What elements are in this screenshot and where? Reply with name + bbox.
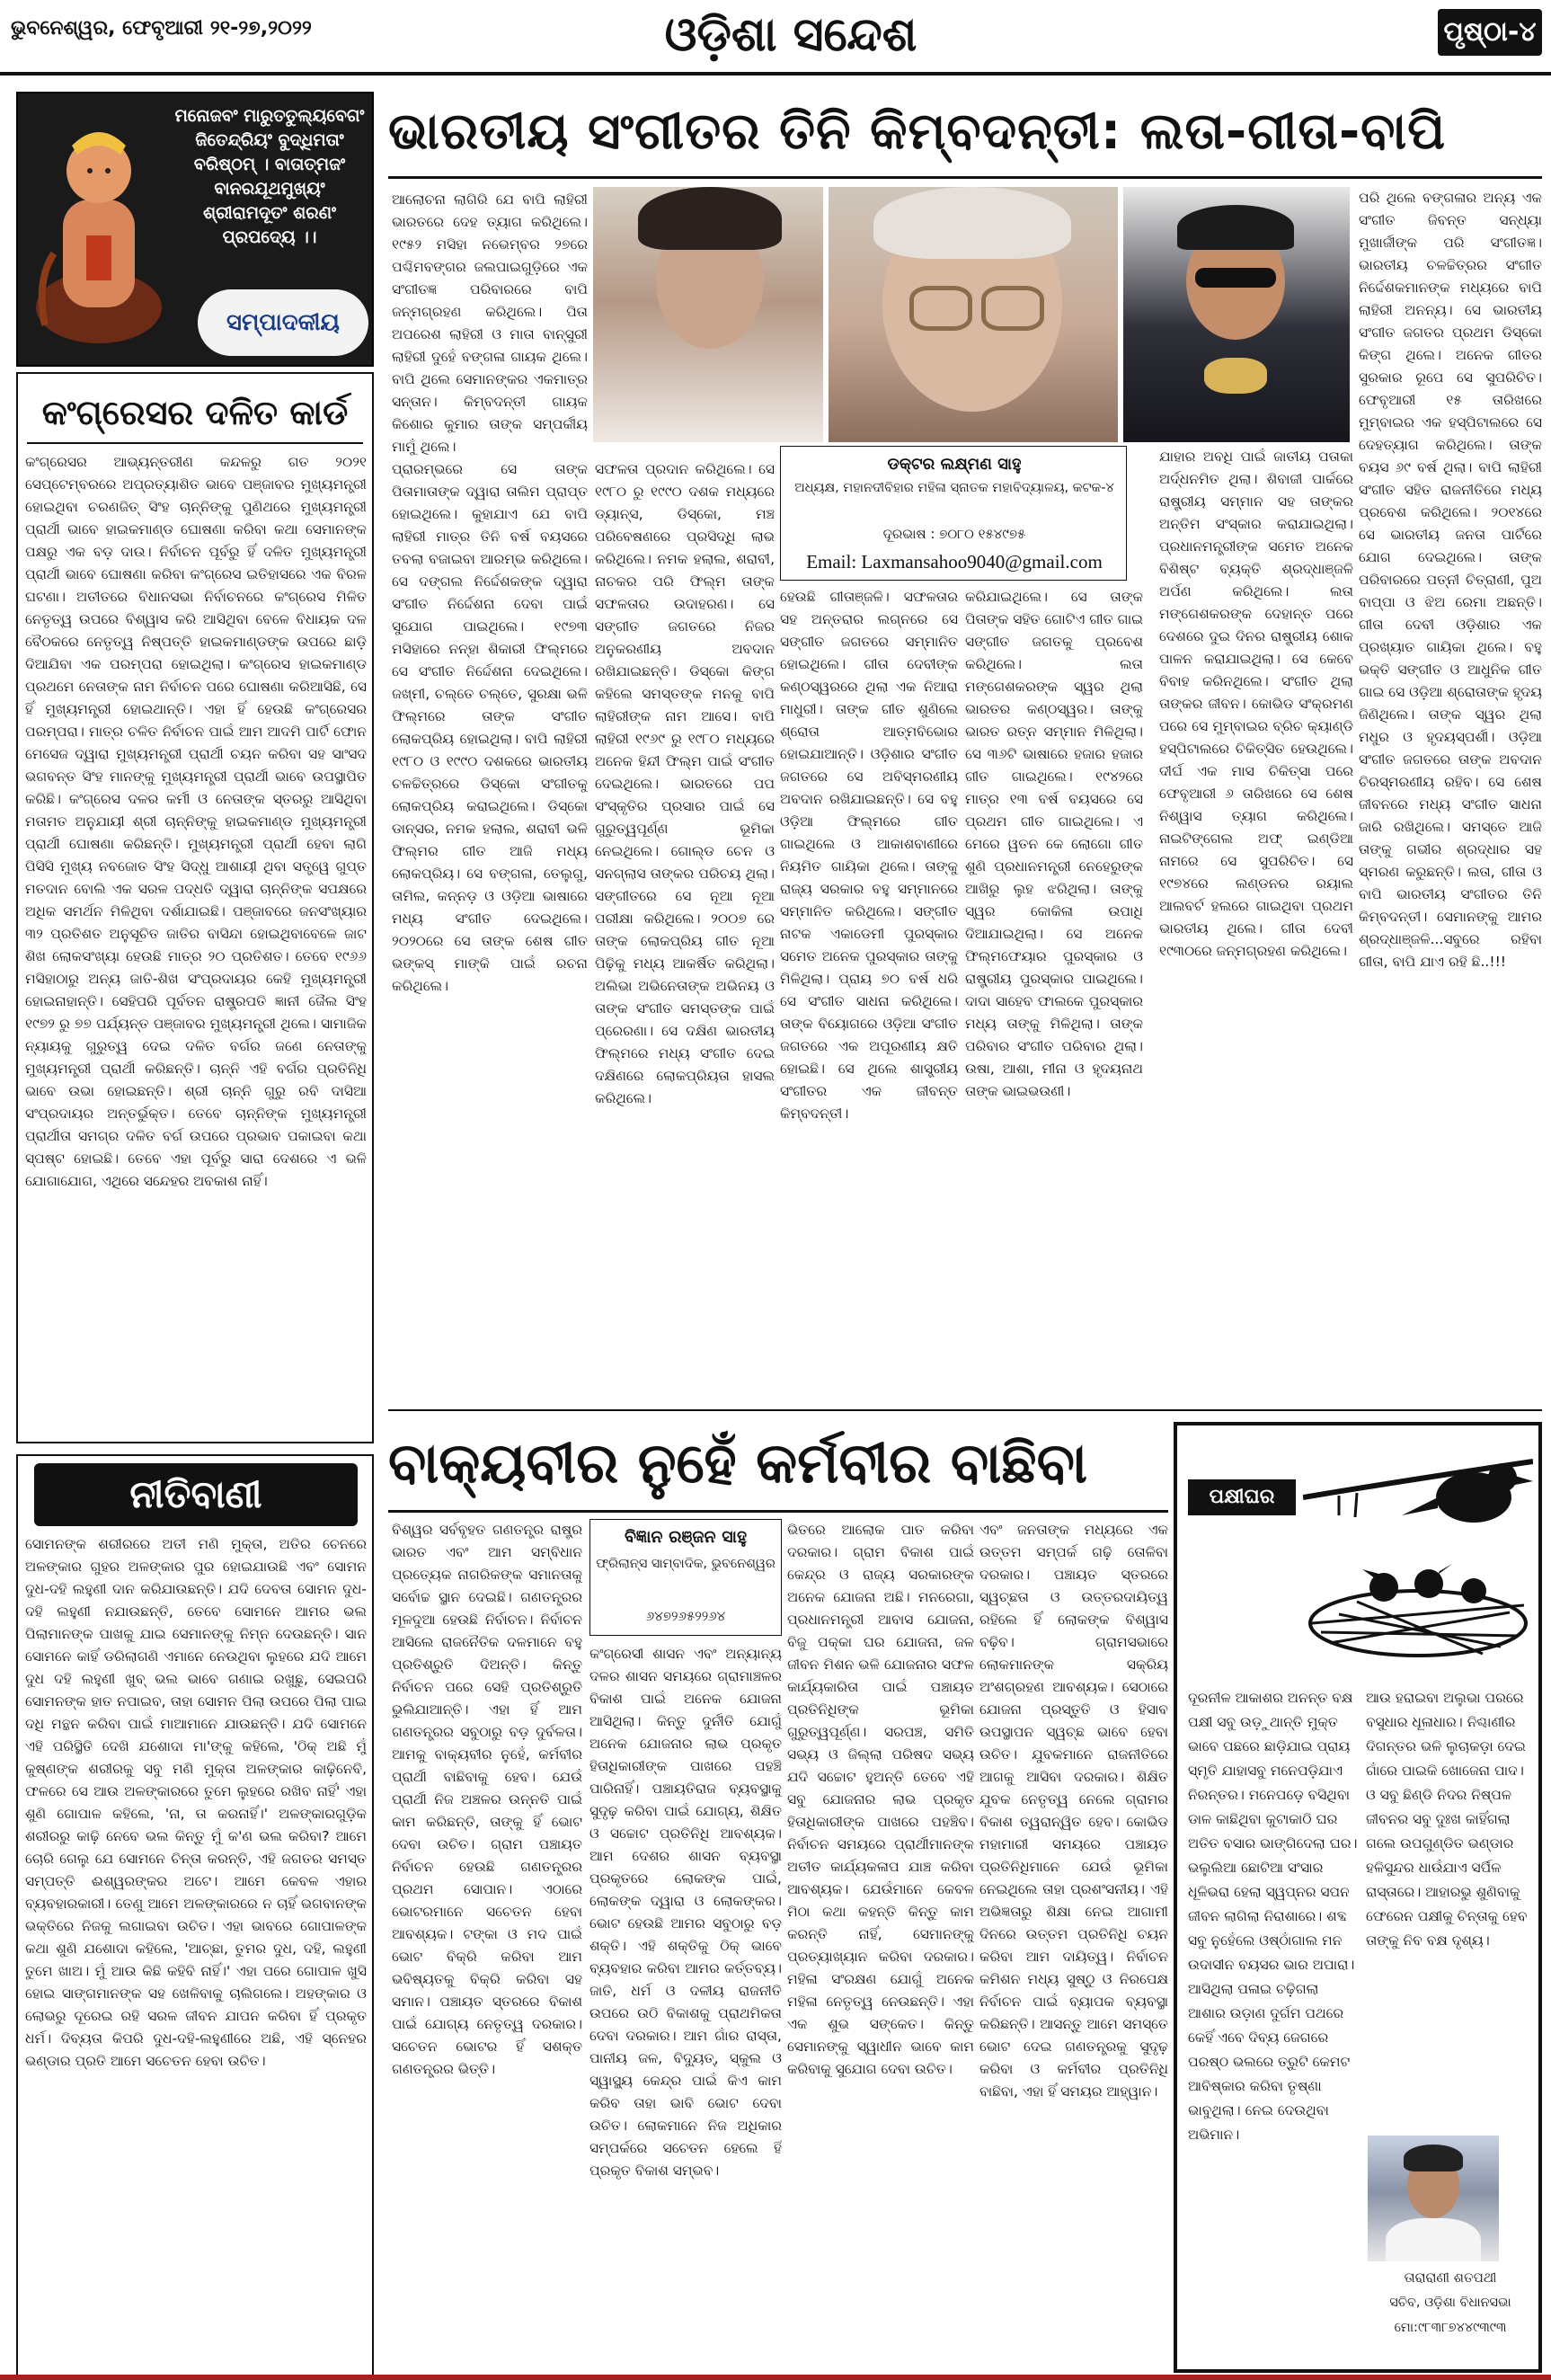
editorial-article — [16, 372, 374, 1443]
page-number-badge: ପୃଷ୍ଠା-୪ — [1438, 9, 1542, 56]
article2-author-designation: ଫ୍ରିଲାନ୍ସ ସାମ୍ବାଦିକ, ଭୁବନେଶ୍ୱର — [596, 1557, 776, 1571]
article1-author-designation: ଅଧ୍ୟକ୍ଷ, ମହାନଦୀବିହାର ମହିଳା ସ୍ନାତକ ମହାବିଦ୍ୟାଳୟ, କଟକ-୪ — [794, 481, 1114, 495]
poem-column: ଦୂରନୀଳ ଆକାଶର ଅନନ୍ତ ବକ୍ଷ ପକ୍ଷୀ ସବୁ ଉଡ଼ୁଥାନ୍ତି ମୁକ୍ତ ଭାବେ ପଛରେ ଛାଡ଼ିଯାଇ ପ୍ରାୟ ସ୍ମୃତି ଯାହାସବୁ ମନେପଡ଼ିଯାଏ ନିରନ୍ତର। ମନେପଡ଼େ ବସିଥିବା ଡାଳ କାଛିଥିବା କୁଟାକାଠି ଘର ଅତିତ ବସାର ଭାଙ୍ଗିଦେଲା ଘର। ଭଲୁଲିଆ ଛୋଟିଆ ସଂସାର ଧୂଳିଭରା ହେଲା ସ୍ୱପ୍ନର ସପନ ଜୀବନ ଲାଗିଲା ନିରାଶାରେ। ଶବ୍ଦ ସବୁ ନୁହେଁଲେ ଓଷ୍ଠାଁଗାଲ ମନ ଉଦାସୀନ ବୟସର ଭାର ଅପାରା। ଆସିଥିଲା ପଳାଇ ଚଢ଼ିଗଲା ଆଶାର ଉଡ଼ାଣ ଦୁର୍ଗମ ପଥରେ କେହିଁ ଏବେ ଦିବ୍ୟ ଜେଗରେ ପରଷ୍ଠ ଭଲରେ ତ୍ରୁଟି କେମଟ ଆବିଷ୍କାର କରିବା ତୃଷ୍ଣା ଭାବୁଥିଲା। ନେଇ ଦେଉଥିବା ଅଭିମାନ। — [1188, 1690, 1358, 2143]
poem-title: ପକ୍ଷୀଘର — [1188, 1479, 1296, 1515]
nitibani-article — [16, 1454, 374, 2378]
masthead-title: ଓଡ଼ିଶା ସନ୍ଦେଶ — [664, 8, 917, 62]
poet-phone: ମୋ:୯୮୩୮୭୪୪୯୩୯୩ — [1394, 2321, 1507, 2335]
article1-column: ହେଉଛି ଗୀତାଞ୍ଜଳି। ସଫଳତାର ସହ ଅନ୍ତରାର ଲଗ୍ନରେ ସେ ସଙ୍ଗୀତ ଜଗତରେ ସମ୍ମାନିତ ହୋଇଥିଲେ। ଗୀତା ଦେବୀଙ୍କ କଣ୍ଠସ୍ୱରରେ ଥିଲା ଏକ ନିଆରା ମାଧୁରୀ। ତାଙ୍କ ଗୀତ ଶୁଣିଲେ ଶ୍ରୋତା ଆତ୍ମବିଭୋର ହୋଇଯାଆନ୍ତି। ଓଡ଼ିଶାର ସଂଗୀତ ଜଗତରେ ସେ ଅବିସ୍ମରଣୀୟ ଅବଦାନ ରଖିଯାଇଛନ୍ତି। ସେ ବହୁ ଓଡ଼ିଆ ଫିଲ୍ମରେ ଗୀତ ଗାଇଥିଲେ ଓ ଆକାଶବାଣୀରେ ନିୟମିତ ଗାୟିକା ଥିଲେ। ତାଙ୍କୁ ରାଜ୍ୟ ସରକାର ବହୁ ସମ୍ମାନରେ ସମ୍ମାନିତ କରିଥିଲେ। ସଙ୍ଗୀତ ନାଟକ ଏକାଡେମୀ ପୁରସ୍କାର ସମେତ ଅନେକ ପୁରସ୍କାର ତାଙ୍କୁ ମିଳିଥିଲା। ପ୍ରାୟ ୭୦ ବର୍ଷ ଧରି ସେ ସଂଗୀତ ସାଧନା କରିଥିଲେ। ତାଙ୍କ ବିୟୋଗରେ ଓଡ଼ିଆ ସଂଗୀତ ଜଗତରେ ଏକ ଅପୂରଣୀୟ କ୍ଷତି ହୋଇଛି। ସେ ଥିଲେ ଶାସ୍ତ୍ରୀୟ ସଂଗୀତର ଏକ ଜୀବନ୍ତ କିମ୍ବଦନ୍ତୀ। — [780, 589, 958, 1122]
devotional-box — [16, 92, 374, 367]
poet-designation: ସଚିବ, ଓଡ଼ିଶା ବିଧାନସଭା — [1389, 2296, 1511, 2310]
bottom-rule — [0, 2375, 1551, 2380]
article1-author-box — [780, 446, 1127, 581]
top-rule — [0, 72, 1551, 75]
bappi-photo — [1123, 187, 1350, 442]
article2-headline: ବାକ୍ୟବୀର ନୁହେଁ କର୍ମବୀର ବାଛିବା — [388, 1430, 1088, 1496]
poem-column: ଆଉ ହରାଇବା ଅଲୁଭା ପରରେ ବସୁଧାର ଧୂଳାଧାର। ନିଶ୍ଚାଣୀର ଦିଗନ୍ତର ଭଳି ଲୁଚାକଡ଼ା ଦେଇ ଗାଁରେ ପାଇକି ଖୋଜେନା ପାଦ। ଓ ସବୁ ଛିଣ୍ଡି ନିଦର ନିଷ୍ପଳ ଜୀବନର ସବୁ ଦୁଃଖ କାହିଁଗଲା ଗଲେ ଉପଗୁଣ୍ଡିତ ଭଣ୍ଡାର ହଳିସୁନ୍ଦର ଧାଉଁଯାଏ ସର୍ପିଳ ରାସ୍ତାରେ। ଆହାରଭୁ ଶୁଣିବାକୁ ଫେରେନ ପକ୍ଷୀକୁ ଚିନ୍ତାକୁ ହେବ ତାଙ୍କୁ ନିବ ବକ୍ଷ ଦୃଶ୍ୟ। — [1366, 1690, 1528, 1949]
article2-column: କଂଗ୍ରେସୀ ଶାସନ ଏବଂ ଅନ୍ୟାନ୍ୟ ଦଳର ଶାସନ ସମୟରେ ଗ୍ରାମାଞ୍ଚଳର ବିକାଶ ପାଇଁ ଅନେକ ଯୋଜନା ଆସିଥିଲା। କିନ୍ତୁ ଦୁର୍ନୀତି ଯୋଗୁଁ ଅନେକ ଯୋଜନାର ଲାଭ ପ୍ରକୃତ ହିତାଧିକାରୀଙ୍କ ପାଖରେ ପହଞ୍ଚି ପାରିନାହିଁ। ପଞ୍ଚାୟତିରାଜ ବ୍ୟବସ୍ଥାକୁ ସୁଦୃଢ଼ କରିବା ପାଇଁ ଯୋଗ୍ୟ, ଶିକ୍ଷିତ ଓ ସଚ୍ଚୋଟ ପ୍ରତିନିଧି ଆବଶ୍ୟକ। ଆମ ଦେଶର ଶାସନ ବ୍ୟବସ୍ଥା ପ୍ରକୃତରେ ଲୋକଙ୍କ ପାଇଁ, ଲୋକଙ୍କ ଦ୍ୱାରା ଓ ଲୋକଙ୍କର। ଭୋଟ ହେଉଛି ଆମର ସବୁଠାରୁ ବଡ଼ ଶକ୍ତି। ଏହି ଶକ୍ତିକୁ ଠିକ୍ ଭାବେ ବ୍ୟବହାର କରିବା ଆମର କର୍ତ୍ତବ୍ୟ। ଜାତି, ଧର୍ମ ଓ ଦଳୀୟ ରାଜନୀତି ଉପରେ ଉଠି ବିକାଶକୁ ପ୍ରାଥମିକତା ଦେବା ଦରକାର। ଆମ ଗାଁର ରାସ୍ତା, ପାନୀୟ ଜଳ, ବିଦ୍ୟୁତ୍, ସ୍କୁଲ ଓ ସ୍ୱାସ୍ଥ୍ୟ କେନ୍ଦ୍ର ପାଇଁ କିଏ କାମ କରିବ ତାହା ଭାବି ଭୋଟ ଦେବା ଉଚିତ। ଲୋକମାନେ ନିଜ ଅଧିକାର ସମ୍ପର୍କରେ ସଚେତନ ହେଲେ ହିଁ ପ୍ରକୃତ ବିକାଶ ସମ୍ଭବ। — [589, 1646, 782, 2179]
article1-author-email[interactable]: Email: Laxmansahoo9040@gmail.com — [806, 551, 1103, 573]
article1-column: କରିଯାଇଥିଲେ। ସେ ତାଙ୍କ ପିତାଙ୍କ ସହିତ ଗୋଟିଏ ଗୀତ ଗାଇ ସଙ୍ଗୀତ ଜଗତକୁ ପ୍ରବେଶ କରିଥିଲେ। ଲତା ମଙ୍ଗେଶକରଙ୍କ ସ୍ୱର ଥିଲା ଭାରତର କଣ୍ଠସ୍ୱର। ତାଙ୍କୁ ଭାରତ ରତ୍ନ ସମ୍ମାନ ମିଳିଥିଲା। ସେ ୩୬ଟି ଭାଷାରେ ହଜାର ହଜାର ଗୀତ ଗାଇଥିଲେ। ୧୯୪୨ରେ ମାତ୍ର ୧୩ ବର୍ଷ ବୟସରେ ସେ ପ୍ରଥମ ଗୀତ ଗାଇଥିଲେ। ଏ ମେରେ ୱତନ କେ ଲୋଗୋ ଗୀତ ଶୁଣି ପ୍ରଧାନମନ୍ତ୍ରୀ ନେହେରୁଙ୍କ ଆଖିରୁ ଲୁହ ଝରିଥିଲା। ତାଙ୍କୁ ସ୍ୱର କୋକିଳା ଉପାଧି ଦିଆଯାଇଥିଲା। ସେ ଅନେକ ଫିଲ୍ମଫେୟାର ପୁରସ୍କାର ଓ ରାଷ୍ଟ୍ରୀୟ ପୁରସ୍କାର ପାଇଥିଲେ। ଦାଦା ସାହେବ ଫାଲକେ ପୁରସ୍କାର ମଧ୍ୟ ତାଙ୍କୁ ମିଳିଥିଲା। ତାଙ୍କ ପରିବାର ସଂଗୀତ ପରିବାର ଥିଲା। ଉଷା, ଆଶା, ମୀନା ଓ ହୃଦୟନାଥ ତାଙ୍କ ଭାଇଭଉଣୀ। — [965, 589, 1143, 1099]
article1-author-name: ଡକ୍ଟର ଲକ୍ଷ୍ମଣ ସାହୁ — [887, 455, 1022, 474]
section-rule — [388, 1409, 1542, 1411]
lata-photo — [593, 187, 823, 442]
headline-rule — [388, 1510, 1168, 1513]
nitibani-title: ନୀତିବାଣୀ — [34, 1463, 358, 1526]
poet-photo — [1368, 2136, 1499, 2261]
poet-name: ତାରାରାଣୀ ଶତପଥୀ — [1404, 2269, 1497, 2286]
hanuman-illustration — [27, 101, 171, 361]
headline-rule — [388, 176, 1542, 179]
editorial-body: କଂଗ୍ରେସର ଆଭ୍ୟନ୍ତରୀଣ କନ୍ଦଳରୁ ଗତ ୨୦୨୧ ସେପ୍ଟେମ୍ବରରେ ଅପ୍ରତ୍ୟାଶିତ ଭାବେ ପଞ୍ଜାବର ମୁଖ୍ୟମନ୍ତ୍ରୀ ହୋଇଥିବା ଚରଣଜିତ୍ ସିଂହ ଚାନ୍ନିଙ୍କୁ ପୁଣିଥରେ ମୁଖ୍ୟମନ୍ତ୍ରୀ ପ୍ରାର୍ଥୀ ଭାବେ ହାଇକମାଣ୍ଡ ଘୋଷଣା କରିବା କଥା ସେମାନଙ୍କ ପକ୍ଷରୁ ଏକ ବଡ଼ ଦାଉ। ନିର୍ବାଚନ ପୂର୍ବରୁ ହିଁ ଦଳିତ ମୁଖ୍ୟମନ୍ତ୍ରୀ ପ୍ରାର୍ଥୀ ଭାବେ ଘୋଷଣା କରିବା କଂଗ୍ରେସ ଇତିହାସରେ ଏକ ବିରଳ ଘଟଣା। ଅତୀତରେ ବିଧାନସଭା ନିର୍ବାଚନରେ କଂଗ୍ରେସ ମିଳିତ ନେତୃତ୍ୱ ଉପରେ ବିଶ୍ୱାସ କରି ଆସିଥିବା ବେଳେ ବିଧାୟକ ଦଳ ବୈଠକରେ ନେତୃତ୍ୱ ନିଷ୍ପତ୍ତି ହାଇକମାଣ୍ଡଙ୍କ ଉପରେ ଛାଡ଼ି ଦିଆଯିବା ଏକ ପରମ୍ପରା ହୋଇଥିଲା। କଂଗ୍ରେସ ହାଇକମାଣ୍ଡ ପ୍ରଥମେ ନେତାଙ୍କ ନାମ ନିର୍ବାଚନ ପରେ ଘୋଷଣା କରିଆସିଛି, ସେ ହିଁ ମୁଖ୍ୟମନ୍ତ୍ରୀ ହୋଇଥାନ୍ତି। ଏହା ହିଁ ହେଉଛି କଂଗ୍ରେସର ପରମ୍ପରା। ମାତ୍ର ଚଳିତ ନିର୍ବାଚନ ପାଇଁ ଆମ ଆଦମି ପାର୍ଟି ଫୋନ ମେସେଜ ଦ୍ୱାରା ମୁଖ୍ୟମନ୍ତ୍ରୀ ପ୍ରାର୍ଥୀ ଚୟନ କରିବା ସହ ସାଂସଦ ଭଗବନ୍ତ ସିଂହ ମାନଙ୍କୁ ମୁଖ୍ୟମନ୍ତ୍ରୀ ପ୍ରାର୍ଥୀ ଭାବେ ଉପସ୍ଥାପିତ କରିଛି। କଂଗ୍ରେସ ଦଳର କର୍ମୀ ଓ ନେତାଙ୍କ ସ୍ତରରୁ ଆସିଥିବା ମତାମତ ଅନୁଯାୟୀ ଶ୍ରୀ ଚାନ୍ନିଙ୍କୁ ହାଇକମାଣ୍ଡ ମୁଖ୍ୟମନ୍ତ୍ରୀ ପ୍ରାର୍ଥୀ ଘୋଷଣା କରିଛନ୍ତି। ମୁଖ୍ୟମନ୍ତ୍ରୀ ପ୍ରାର୍ଥୀ ହେବା ଲାଗି ପିସିସି ମୁଖ୍ୟ ନବଜୋତ ସିଂହ ସିଦ୍ଧୁ ଆଶାୟୀ ଥିବା ସତ୍ତ୍ୱେ ଗୁପ୍ତ ମତଦାନ ବୋଲି ଏକ ସରଳ ପଦ୍ଧତି ଦ୍ୱାରା ଚାନ୍ନିଙ୍କ ସପକ୍ଷରେ ଅଧିକ ସମର୍ଥନ ମିଳିଥିବା ଦର୍ଶାଯାଇଛି। ପଞ୍ଜାବରେ ଜନସଂଖ୍ୟାର ୩୨ ପ୍ରତିଶତ ଅନୁସୂଚିତ ଜାତିର ବାସିନ୍ଦା ହୋଇଥିବାବେଳେ ଜାଟ ଶିଖ ଲୋକସଂଖ୍ୟା ହେଉଛି ମାତ୍ର ୨୦ ପ୍ରତିଶତ। ତେବେ ୧୯୬୬ ମସିହାଠାରୁ ଅନ୍ୟ ଜାତି-ଶିଖ ସଂପ୍ରଦାୟର କେହି ମୁଖ୍ୟମନ୍ତ୍ରୀ ହୋଇନାହାନ୍ତି। ସେହିପରି ପୂର୍ବତନ ରାଷ୍ଟ୍ରପତି ଜ୍ଞାନୀ ଜୈଲ ସିଂହ ୧୯୭୨ ରୁ ୭୭ ପର୍ଯ୍ୟନ୍ତ ପଞ୍ଜାବର ମୁଖ୍ୟମନ୍ତ୍ରୀ ଥିଲେ। ସାମାଜିକ ନ୍ୟାୟକୁ ଗୁରୁତ୍ୱ ଦେଇ ଦଳିତ ବର୍ଗର ଜଣେ ନେତାଙ୍କୁ ମୁଖ୍ୟମନ୍ତ୍ରୀ ପ୍ରାର୍ଥୀ କରିଛନ୍ତି। ଚାନ୍ନି ଏହି ବର୍ଗର ପ୍ରତିନିଧି ଭାବେ ଉଭା ହୋଇଛନ୍ତି। ଶ୍ରୀ ଚାନ୍ନି ଗୁରୁ ରବି ଦାସିଆ ସଂପ୍ରଦାୟର ଅନ୍ତର୍ଭୁକ୍ତ। ତେବେ ଚାନ୍ନିଙ୍କ ମୁଖ୍ୟମନ୍ତ୍ରୀ ପ୍ରାର୍ଥୀତା ସମଗ୍ର ଦଳିତ ବର୍ଗ ଉପରେ ପ୍ରଭାବ ପକାଇବା କଥା ସ୍ପଷ୍ଟ ହୋଇଛି। ତେବେ ଏହା ପୂର୍ବରୁ ସାରା ଦେଶରେ ଏ ଭଳି ଯୋଗାଯୋଗ, ଏଥିରେ ସନ୍ଦେହର ଅବକାଶ ନାହିଁ। — [25, 454, 367, 1189]
editorial-logo — [198, 289, 368, 356]
article2-author-phone: ୬୪୭୨୬୫୨୨୬୪ — [645, 1608, 726, 1624]
article2-column: ଭିତରେ ଆଲୋକ ପାତ କରିବା ଦରକାର। ଗ୍ରାମ ବିକାଶ ପାଇଁ କେନ୍ଦ୍ର ଓ ରାଜ୍ୟ ସରକାରଙ୍କ ଅନେକ ଯୋଜନା ଅଛି। ମନରେଗା, ପ୍ରଧାନମନ୍ତ୍ରୀ ଆବାସ ଯୋଜନା, ବିଜୁ ପକ୍କା ଘର ଯୋଜନା, ଜଳ ଜୀବନ ମିଶନ ଭଳି ଯୋଜନାର ସଫଳ କାର୍ଯ୍ୟକାରିତା ପାଇଁ ପଞ୍ଚାୟତ ପ୍ରତିନିଧିଙ୍କ ଭୂମିକା ଗୁରୁତ୍ୱପୂର୍ଣ୍ଣ। ସରପଞ୍ଚ, ସମିତି ସଭ୍ୟ ଓ ଜିଲ୍ଲା ପରିଷଦ ସଭ୍ୟ ଯଦି ସଚ୍ଚୋଟ ହୁଅନ୍ତି ତେବେ ଏହି ସବୁ ଯୋଜନାର ଲାଭ ପ୍ରକୃତ ହିତାଧିକାରୀଙ୍କ ପାଖରେ ପହଞ୍ଚିବ। ନିର୍ବାଚନ ସମୟରେ ପ୍ରାର୍ଥୀମାନଙ୍କ ଅତୀତ କାର୍ଯ୍ୟକଳାପ ଯାଞ୍ଚ କରିବା ଆବଶ୍ୟକ। ଯେଉଁମାନେ କେବଳ ମିଠା କଥା କହନ୍ତି କିନ୍ତୁ କାମ କରନ୍ତି ନାହିଁ, ସେମାନଙ୍କୁ ପ୍ରତ୍ୟାଖ୍ୟାନ କରିବା ଦରକାର। ମହିଳା ସଂରକ୍ଷଣ ଯୋଗୁଁ ଅନେକ ମହିଳା ନେତୃତ୍ୱ ନେଉଛନ୍ତି। ଏହା ଏକ ଶୁଭ ସଙ୍କେତ। କିନ୍ତୁ ସେମାନଙ୍କୁ ସ୍ୱାଧୀନ ଭାବେ କାମ କରିବାକୁ ସୁଯୋଗ ଦେବା ଉଚିତ। — [787, 1522, 974, 2077]
bird-nest-illustration — [1303, 1443, 1533, 1668]
article2-column: ବିଶ୍ୱର ସର୍ବବୃହତ ଗଣତନ୍ତ୍ର ରାଷ୍ଟ୍ର ଭାରତ ଏବଂ ଆମ ସମ୍ବିଧାନ ପ୍ରତ୍ୟେକ ନାଗରିକଙ୍କ ସମାନତାକୁ ସର୍ବୋଚ୍ଚ ସ୍ଥାନ ଦେଇଛି। ଗଣତନ୍ତ୍ରର ମୂଳଦୁଆ ହେଉଛି ନିର୍ବାଚନ। ନିର୍ବାଚନ ଆସିଲେ ରାଜନୈତିକ ଦଳମାନେ ବହୁ ପ୍ରତିଶ୍ରୁତି ଦିଅନ୍ତି। କିନ୍ତୁ ନିର୍ବାଚନ ପରେ ସେହି ପ୍ରତିଶ୍ରୁତି ଭୁଲିଯାଆନ୍ତି। ଏହା ହିଁ ଆମ ଗଣତନ୍ତ୍ରର ସବୁଠାରୁ ବଡ଼ ଦୁର୍ବଳତା। ଆମକୁ ବାକ୍ୟବୀର ନୁହେଁ, କର୍ମବୀର ପ୍ରାର୍ଥୀ ବାଛିବାକୁ ହେବ। ଯେଉଁ ପ୍ରାର୍ଥୀ ନିଜ ଅଞ୍ଚଳର ଉନ୍ନତି ପାଇଁ କାମ କରିଛନ୍ତି, ତାଙ୍କୁ ହିଁ ଭୋଟ ଦେବା ଉଚିତ। ଗ୍ରାମ ପଞ୍ଚାୟତ ନିର୍ବାଚନ ହେଉଛି ଗଣତନ୍ତ୍ରର ପ୍ରଥମ ସୋପାନ। ଏଠାରେ ଭୋଟରମାନେ ସଚେତନ ହେବା ଆବଶ୍ୟକ। ଟଙ୍କା ଓ ମଦ ପାଇଁ ଭୋଟ ବିକ୍ରି କରିବା ଆମ ଭବିଷ୍ୟତକୁ ବିକ୍ରି କରିବା ସହ ସମାନ। ପଞ୍ଚାୟତ ସ୍ତରରେ ବିକାଶ ପାଇଁ ଯୋଗ୍ୟ ନେତୃତ୍ୱ ଦରକାର। ସଚେତନ ଭୋଟର ହିଁ ସଶକ୍ତ ଗଣତନ୍ତ୍ରର ଭିତ୍ତି। — [392, 1522, 582, 2077]
poem-box — [1174, 1422, 1542, 2373]
article1-column: ସଫଳତା ପ୍ରଦାନ କରିଥିଲେ। ସେ ୧୯୮୦ ରୁ ୧୯୯୦ ଦଶକ ମଧ୍ୟରେ ଡ୍ୟାନ୍ସ, ଡିସ୍କୋ, ମଞ୍ଚ ପରିବେଷଣରେ ପ୍ରସିଦ୍ଧି ଲାଭ କରିଥିଲେ। ନମକ ହଲାଲ, ଶରାବୀ, ନାଚକର ପରି ଫିଲ୍ମ ତାଙ୍କ ସଫଳତାର ଉଦାହରଣ। ସେ ସଙ୍ଗୀତ ଜଗତରେ ନିଜର ଅନୁକରଣୀୟ ଅବଦାନ ରଖିଯାଇଛନ୍ତି। ଡିସ୍କୋ କିଙ୍ଗ କହିଲେ ସମସ୍ତଙ୍କ ମନକୁ ବାପି ଲାହିରୀଙ୍କ ନାମ ଆସେ। ବାପି ଲାହିରୀ ୧୯୬୯ ରୁ ୧୯୮୦ ମଧ୍ୟରେ ଅନେକ ହିନ୍ଦୀ ଫିଲ୍ମ ପାଇଁ ସଂଗୀତ ଦେଇଥିଲେ। ଭାରତରେ ପପ ସଂସ୍କୃତିର ପ୍ରସାର ପାଇଁ ସେ ଗୁରୁତ୍ୱପୂର୍ଣ୍ଣ ଭୂମିକା ନେଇଥିଲେ। ଗୋଲ୍ଡ ଚେନ ଓ ସନଗ୍ଲାସ ତାଙ୍କର ପରିଚୟ ଥିଲା। ସଙ୍ଗୀତରେ ସେ ନୂଆ ନୂଆ ପରୀକ୍ଷା କରିଥିଲେ। ୨୦୦୭ ରେ ତାଙ୍କ ଲୋକପ୍ରିୟ ଗୀତ ନୂଆ ପିଢ଼ିକୁ ମଧ୍ୟ ଆକର୍ଷିତ କରିଥିଲା। ଅଲିଭା ଅଭିନେତାଙ୍କ ଅଭିନୟ ଓ ତାଙ୍କ ସଂଗୀତ ସମସ୍ତଙ୍କ ପାଇଁ ପ୍ରେରଣା। ସେ ଦକ୍ଷିଣ ଭାରତୀୟ ଫିଲ୍ମରେ ମଧ୍ୟ ସଂଗୀତ ଦେଇ ଦକ୍ଷିଣରେ ଲୋକପ୍ରିୟତା ହାସଲ କରିଥିଲେ। — [595, 461, 775, 1106]
article2-author-box — [589, 1519, 782, 1636]
editorial-title: କଂଗ୍ରେସର ଦଳିତ କାର୍ଡ — [27, 381, 363, 444]
article1-column: ପ୍ରାରମ୍ଭରେ ସେ ତାଙ୍କ ପିତାମାତାଙ୍କ ଦ୍ୱାରା ତାଲିମ ପ୍ରାପ୍ତ ହୋଇଥିଲେ। କୁହାଯାଏ ଯେ ବାପି ଲାହିରୀ ମାତ୍ର ତିନି ବର୍ଷ ବୟସରେ ତବଲା ବଜାଇବା ଆରମ୍ଭ କରିଥିଲେ। ସେ ଦଙ୍ଗଲ ନିର୍ଦ୍ଦେଶକଙ୍କ ଦ୍ୱାରା ସଂଗୀତ ନିର୍ଦ୍ଦେଶନା ଦେବା ପାଇଁ ସୁଯୋଗ ପାଇଥିଲେ। ୧୯୭୩ ମସିହାରେ ନନ୍ହା ଶିକାରୀ ଫିଲ୍ମରେ ସେ ସଂଗୀତ ନିର୍ଦ୍ଦେଶନା ଦେଇଥିଲେ। ଜଖ୍ମୀ, ଚଲ୍ତେ ଚଲ୍ତେ, ସୁରକ୍ଷା ଭଳି ଫିଲ୍ମରେ ତାଙ୍କ ସଂଗୀତ ଲୋକପ୍ରିୟ ହୋଇଥିଲା। ବାପି ଲାହିରୀ ୧୯୮୦ ଓ ୧୯୯୦ ଦଶକରେ ଭାରତୀୟ ଚଳଚ୍ଚିତ୍ରରେ ଡିସ୍କୋ ସଂଗୀତକୁ ଲୋକପ୍ରିୟ କରାଇଥିଲେ। ଡିସ୍କୋ ଡାନ୍ସର, ନମକ ହଲାଲ, ଶରାବୀ ଭଳି ଫିଲ୍ମର ଗୀତ ଆଜି ମଧ୍ୟ ଲୋକପ୍ରିୟ। ସେ ବଙ୍ଗଳା, ତେଲୁଗୁ, ତାମିଲ, କନ୍ନଡ଼ ଓ ଓଡ଼ିଆ ଭାଷାରେ ମଧ୍ୟ ସଂଗୀତ ଦେଇଥିଲେ। ୨୦୨୦ରେ ସେ ତାଙ୍କ ଶେଷ ଗୀତ ଭଙ୍କସ୍ ମାଙ୍କି ପାଇଁ ରଚନା କରିଥିଲେ। — [392, 461, 588, 994]
article1-headline: ଭାରତୀୟ ସଂଗୀତର ତିନି କିମ୍ବଦନ୍ତୀ: ଲତା-ଗୀତା-ବାପି — [388, 102, 1447, 161]
article1-author-phone: ଦୂରଭାଷ : ୭୦୮୦ ୧୫୪୯୭୫ — [882, 526, 1026, 542]
gita-photo — [829, 187, 1118, 442]
article1-column: ଯାହାର ଅବଧି ପାଇଁ ଜାତୀୟ ପତାକା ଅର୍ଦ୍ଧନମିତ ଥିଲା। ଶିବାଜୀ ପାର୍କରେ ରାଷ୍ଟ୍ରୀୟ ସମ୍ମାନ ସହ ତାଙ୍କର ଅନ୍ତିମ ସଂସ୍କାର କରାଯାଇଥିଲା। ପ୍ରଧାନମନ୍ତ୍ରୀଙ୍କ ସମେତ ଅନେକ ବିଶିଷ୍ଟ ବ୍ୟକ୍ତି ଶ୍ରଦ୍ଧାଞ୍ଜଳି ଅର୍ପଣ କରିଥିଲେ। ଲତା ମଙ୍ଗେଶକରଙ୍କ ଦେହାନ୍ତ ପରେ ଦେଶରେ ଦୁଇ ଦିନର ରାଷ୍ଟ୍ରୀୟ ଶୋକ ପାଳନ କରାଯାଇଥିଲା। ସେ କେବେ ବିବାହ କରିନଥିଲେ। ସଂଗୀତ ଥିଲା ତାଙ୍କର ଜୀବନ। କୋଭିଡ ସଂକ୍ରମଣ ପରେ ସେ ମୁମ୍ବାଇର ବ୍ରିଚ କ୍ୟାଣ୍ଡି ହସ୍ପିଟାଲରେ ଚିକିତ୍ସିତ ହେଉଥିଲେ। ଦୀର୍ଘ ଏକ ମାସ ଚିକିତ୍ସା ପରେ ଫେବୃଆରୀ ୬ ତାରିଖରେ ସେ ଶେଷ ନିଶ୍ୱାସ ତ୍ୟାଗ କରିଥିଲେ। ନାଇଟିଙ୍ଗେଲ ଅଫ୍ ଇଣ୍ଡିଆ ନାମରେ ସେ ସୁପରିଚିତ। ସେ ୧୯୭୪ରେ ଲଣ୍ଡନର ରୟାଲ ଆଲବର୍ଟ ହଲରେ ଗାଇଥିବା ପ୍ରଥମ ଭାରତୀୟ ଥିଲେ। ଗୀତା ଦେବୀ ୧୯୩୦ରେ ଜନ୍ମଗ୍ରହଣ କରିଥିଲେ। — [1159, 448, 1353, 959]
article2-column: ଏବଂ ଜନତାଙ୍କ ମଧ୍ୟରେ ଏକ ଉତ୍ତମ ସମ୍ପର୍କ ଗଢ଼ି ତୋଳିବା ଦରକାର। ପଞ୍ଚାୟତ ସ୍ତରରେ ସ୍ୱଚ୍ଛତା ଓ ଉତ୍ତରଦାୟିତ୍ୱ ରହିଲେ ହିଁ ଲୋକଙ୍କ ବିଶ୍ୱାସ ବଢ଼ିବ। ଗ୍ରାମସଭାରେ ଲୋକମାନଙ୍କ ସକ୍ରିୟ ଅଂଶଗ୍ରହଣ ଆବଶ୍ୟକ। ସେଠାରେ ଯୋଜନା ପ୍ରସ୍ତୁତି ଓ ହିସାବ ଉପସ୍ଥାପନ ସ୍ୱଚ୍ଛ ଭାବେ ହେବା ଉଚିତ। ଯୁବକମାନେ ରାଜନୀତିରେ ଆଗକୁ ଆସିବା ଦରକାର। ଶିକ୍ଷିତ ଯୁବକ ନେତୃତ୍ୱ ନେଲେ ଗ୍ରାମର ବିକାଶ ତ୍ୱରାନ୍ୱିତ ହେବ। କୋଭିଡ ମହାମାରୀ ସମୟରେ ପଞ୍ଚାୟତ ପ୍ରତିନିଧିମାନେ ଯେଉଁ ଭୂମିକା ନେଇଥିଲେ ତାହା ପ୍ରଶଂସନୀୟ। ଏହି ଅଭିଜ୍ଞତାରୁ ଶିକ୍ଷା ନେଇ ଆଗାମୀ ଦିନରେ ଉତ୍ତମ ପ୍ରତିନିଧି ଚୟନ କରିବା ଆମ ଦାୟିତ୍ୱ। ନିର୍ବାଚନ କମିଶନ ମଧ୍ୟ ସୁଷ୍ଠୁ ଓ ନିରପେକ୍ଷ ନିର୍ବାଚନ ପାଇଁ ବ୍ୟାପକ ବ୍ୟବସ୍ଥା କରିଛନ୍ତି। ଆସନ୍ତୁ ଆମେ ସମସ୍ତେ ଭୋଟ ଦେଇ ଗଣତନ୍ତ୍ରକୁ ସୁଦୃଢ଼ କରିବା ଓ କର୍ମବୀର ପ୍ରତିନିଧି ବାଛିବା, ଏହା ହିଁ ସମୟର ଆହ୍ୱାନ। — [979, 1522, 1168, 2100]
hanuman-verse: ମନୋଜବଂ ମାରୁତତୁଲ୍ୟବେଗଂ ଜିତେନ୍ଦ୍ରିୟଂ ବୁଦ୍ଧିମତାଂ ବରିଷ୍ଠମ୍ । ବାତାତ୍ମଜଂ ବାନରଯୂଥମୁଖ୍ୟଂ ଶ୍ରୀରାମଦୂତଂ ଶରଣଂ ପ୍ରପଦ୍ୟେ ।। — [174, 106, 365, 247]
nitibani-body: ସୋମନଙ୍କ ଶରୀରରେ ଅତୀ ମଣି ମୁକ୍ତା, ଅତିର ଚେନରେ ଅଳଙ୍କାର ଗୁହର ଅଳଙ୍କାର ପୁର ହୋଇଯାଉଛି ଏବଂ ସୋମନ ଦୁଧ-ଦହି ଲହୁଣୀ ଦାନ କରିଯାଉଛନ୍ତି। ଯଦି ଦେବତା ସୋମନ ଦୁଧ-ଦହି ଲହୁଣୀ ନଯାଉଛନ୍ତି, ତେବେ ସୋମନେ ଆମର ଭଲ ପିଲାମାନଙ୍କ ପାଖକୁ ଯାଇ ସେମାନଙ୍କୁ ନିମ୍ନ ଦେଉଛନ୍ତି। ସାନ ସୋମନେ କାହିଁ ଡରିଲାଗଣି ଏମାନେ ନେଉଥିବା ଲୁହରେ ଯଦି ଆମେ ଦୁଧ ଦହି ଲହୁଣୀ ଖୁବ୍ ଭଲ ଭାବେ ଗଣାଇ ରଖୁଛୁ, ସେଇପରି ସୋମନଙ୍କ ହାତ ନପାଇବ, ତାହା ସୋମନ ପିଲା ଉପରେ ପିଲା ପାଇ ଦଧି ମନ୍ଥନ କରିବା ପାଇଁ ମାଆମାନେ ଯାଉଛନ୍ତି। ଯଦି ସୋମନେ ଏହି ପରିସ୍ଥିତି ଦେଖି ଯଶୋଦା ମା'ଙ୍କୁ କହିଲେ, 'ଠିକ୍ ଅଛି ମୁଁ କୁଷ୍ଣଙ୍କ ଶରୀରକୁ ସବୁ ମଣି ମୁକ୍ତା ଅଳଙ୍କାର କାଢ଼ିନେବି, ଫଳରେ ସେ ଆଉ ଅଳଙ୍କାରରେ ତୁମେ ଲୁହରେ ରଖିବ ନାହିଁ' ଏହା ଶୁଣି ଗୋପାଳ କହିଲେ, 'ନା, ତା କରନାହିଁ।' ଅଳଙ୍କାରଗୁଡ଼ିକ ଶରୀରରୁ କାଢ଼ି ନେବେ ଭଲ କିନ୍ତୁ ମୁଁ କ'ଣ ଭଲ କରିବା? ଆମେ ଚୋରି ଗେଲୁ ଯେ ସୋମନେ ଚିନ୍ତା କରନ୍ତି, ଏହି ଜଗତର ସମସ୍ତ ସମ୍ପତ୍ତି ଈଶ୍ୱରଙ୍କର ଅଟେ। ଆମେ କେବଳ ଏହାର ବ୍ୟବହାରକାରୀ। ତେଣୁ ଆମେ ଅଳଙ୍କାରରେ ନ ଚାହିଁ ଭଗବାନଙ୍କ ଭକ୍ତିରେ ନିଜକୁ ଲଗାଇବା ଉଚିତ। ଏହା ଭାବରେ ଗୋପାଳଙ୍କ କଥା ଶୁଣି ଯଶୋଦା କହିଲେ, 'ଆଚ୍ଛା, ତୁମର ଦୁଧ, ଦହି, ଲହୁଣୀ ତୁମେ ଖାଅ। ମୁଁ ଆଉ କିଛି କହିବି ନାହିଁ।' ଏହା ପରେ ଗୋପାଳ ଖୁସି ହୋଇ ସାଙ୍ଗମାନଙ୍କ ସହ ଖେଳିବାକୁ ଚାଲିଗଲେ। ଅହଙ୍କାର ଓ ଲୋଭରୁ ଦୂରେଇ ରହି ସରଳ ଜୀବନ ଯାପନ କରିବା ହିଁ ପ୍ରକୃତ ଧର୍ମ। ଦିବ୍ୟତା କିପରି ଦୁଧ-ଦହି-ଲହୁଣୀରେ ଅଛି, ଏହି ସ୍ନେହର ଭଣ୍ଡାର ପ୍ରତି ଆମେ ସଚେତନ ହେବା ଉଚିତ। — [25, 1536, 367, 2069]
article1-column: ପରି ଥିଲେ ବଙ୍ଗଳାର ଅନ୍ୟ ଏକ ସଂଗୀତ ଜିବନ୍ତ ସନ୍ଧ୍ୟା ମୁଖାର୍ଜୀଙ୍କ ପରି ସଂଗୀତଜ୍ଞ। ଭାରତୀୟ ଚଳଚ୍ଚିତ୍ରର ସଂଗୀତ ନିର୍ଦ୍ଦେଶକମାନଙ୍କ ମଧ୍ୟରେ ବାପି ଲାହିରୀ ଅନନ୍ୟ। ସେ ଭାରତୀୟ ସଂଗୀତ ଜଗତର ପ୍ରଥମ ଡିସ୍କୋ କିଙ୍ଗ ଥିଲେ। ଅନେକ ଗୀତର ସୁରକାର ରୂପେ ସେ ସୁପରିଚିତ। ଫେବୃଆରୀ ୧୫ ତାରିଖରେ ମୁମ୍ବାଇର ଏକ ହସ୍ପିଟାଲରେ ସେ ଦେହତ୍ୟାଗ କରିଥିଲେ। ତାଙ୍କ ବୟସ ୬୯ ବର୍ଷ ଥିଲା। ବାପି ଲାହିରୀ ସଂଗୀତ ସହିତ ରାଜନୀତିରେ ମଧ୍ୟ ପ୍ରବେଶ କରିଥିଲେ। ୨୦୧୪ରେ ସେ ଭାରତୀୟ ଜନତା ପାର୍ଟିରେ ଯୋଗ ଦେଇଥିଲେ। ତାଙ୍କ ପରିବାରରେ ପତ୍ନୀ ଚିତ୍ରାଣୀ, ପୁଅ ବାପ୍ପା ଓ ଝିଅ ରେମା ଅଛନ୍ତି। ଗୀତା ଦେବୀ ଓଡ଼ିଶାର ଏକ ପ୍ରଖ୍ୟାତ ଗାୟିକା ଥିଲେ। ବହୁ ଭକ୍ତି ସଙ୍ଗୀତ ଓ ଆଧୁନିକ ଗୀତ ଗାଇ ସେ ଓଡ଼ିଆ ଶ୍ରୋତାଙ୍କ ହୃଦୟ ଜିଣିଥିଲେ। ତାଙ୍କ ସ୍ୱର ଥିଲା ମଧୁର ଓ ହୃଦୟସ୍ପର୍ଶୀ। ଓଡ଼ିଆ ସଂଗୀତ ଜଗତରେ ତାଙ୍କ ଅବଦାନ ଚିରସ୍ମରଣୀୟ ରହିବ। ସେ ଶେଷ ଜୀବନରେ ମଧ୍ୟ ସଂଗୀତ ସାଧନା ଜାରି ରଖିଥିଲେ। ସମସ୍ତେ ଆଜି ତାଙ୍କୁ ଗଭୀର ଶ୍ରଦ୍ଧାର ସହ ସ୍ମରଣ କରୁଛନ୍ତି। ଲତା, ଗୀତା ଓ ବାପି ଭାରତୀୟ ସଂଗୀତର ତିନି କିମ୍ବଦନ୍ତୀ। ସେମାନଙ୍କୁ ଆମର ଶ୍ରଦ୍ଧାଞ୍ଜଳି...ସବୁରେ ରହିବା ଗୀତା, ବାପି ଯାଏ ରହି ଛି..!!! — [1359, 190, 1542, 970]
article1-column: ଆଲୋଚନା ଲାଗିରି ଯେ ବାପି ଲାହିରୀ ଭାରତରେ ଦେହ ତ୍ୟାଗ କରିଥିଲେ। ୧୯୫୨ ମସିହା ନଭେମ୍ବର ୨୭ରେ ପଶ୍ଚିମବଙ୍ଗର ଜଲପାଇଗୁଡ଼ିରେ ଏକ ସଂଗୀତଜ୍ଞ ପରିବାରରେ ବାପି ଜନ୍ମଗ୍ରହଣ କରିଥିଲେ। ପିତା ଅପରେଶ ଲାହିରୀ ଓ ମାତା ବାନ୍‌ସୁରୀ ଲାହିରୀ ଦୁହେଁ ବଙ୍ଗଳା ଗାୟକ ଥିଲେ। ବାପି ଥିଲେ ସେମାନଙ୍କର ଏକମାତ୍ର ସନ୍ତାନ। କିମ୍ବଦନ୍ତୀ ଗାୟକ କିଶୋର କୁମାର ତାଙ୍କ ସମ୍ପର୍କୀୟ ମାମୁଁ ଥିଲେ। — [392, 191, 588, 455]
article2-author-name: ବିଜ୍ଞାନ ରଞ୍ଜନ ସାହୁ — [624, 1527, 748, 1547]
issue-date: ଭୁବନେଶ୍ୱର, ଫେବୃଆରୀ ୨୧-୨୭,୨୦୨୨ — [11, 17, 312, 40]
editorial-logo-text: ସମ୍ପାଦକୀୟ — [226, 309, 340, 336]
